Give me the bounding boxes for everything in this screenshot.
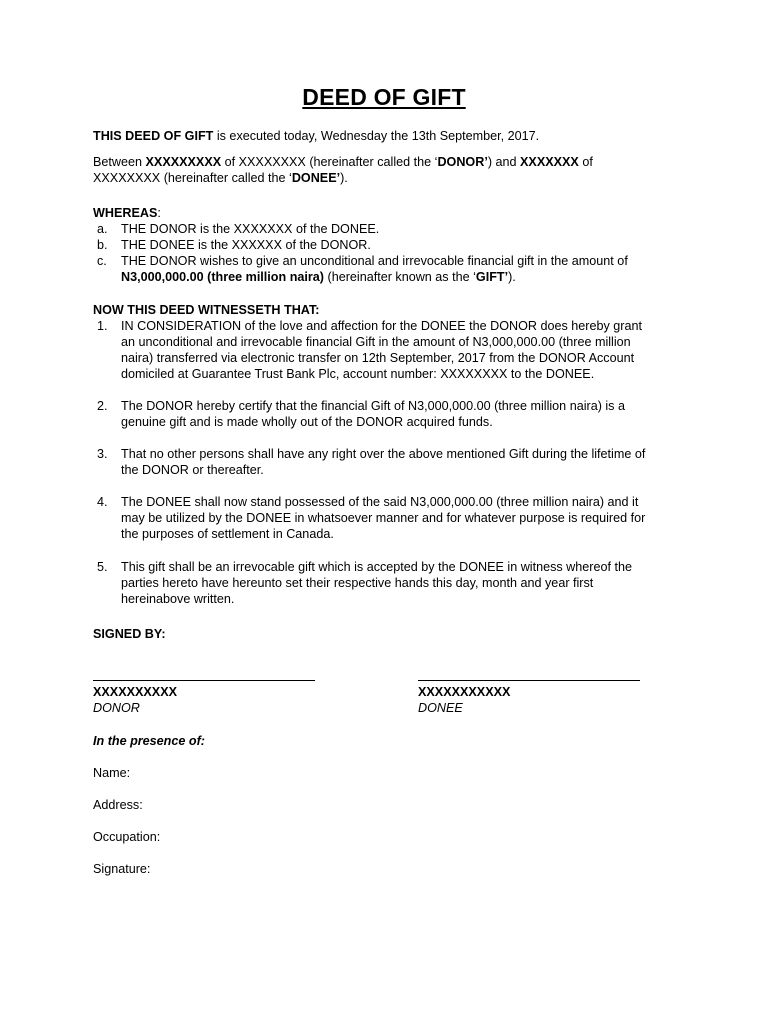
list-text: IN CONSIDERATION of the love and affection for the DONEE the DONOR does hereby grant an unconditional and irrevocable financial Gift in the amount of N3,000,000.00 (three million naira) transferred via electronic transfer on 12th September, 2017 from the DONOR Account domiciled at Guarantee Trust Bank Plc, account number: XXXXXXXX to the DONEE. [121,319,642,381]
list-marker: 5. [97,560,108,574]
list-text: THE DONEE is the XXXXXX of the DONOR. [121,238,371,252]
list-text: This gift shall be an irrevocable gift which is accepted by the DONEE in witness whereof the parties hereto have hereunto set their respective hands this day, month and year first hereinabove written. [121,560,632,606]
donee-role: DONEE [418,701,463,715]
intro-text: is executed today, Wednesday the 13th September, 2017. [213,129,540,143]
whereas-heading [93,205,653,221]
gift-tag: GIFT’ [475,270,509,284]
document-title: DEED OF GIFT [302,84,466,110]
list-marker: 1. [97,319,108,333]
list-marker: 4. [97,495,108,509]
list-marker: 3. [97,447,108,461]
parties-text: ). [340,171,348,185]
list-marker: a. [97,222,108,236]
list-text: The DONEE shall now stand possessed of the said N3,000,000.00 (three million naira) and it may be utilized by the DONEE in whatsoever manner and for whatever purpose is required for the purposes of settlement in Canada. [121,495,646,541]
signed-by-label: SIGNED BY: [93,627,166,641]
list-marker: b. [97,238,108,252]
donor-signature-line [93,680,315,681]
gift-amount: N3,000,000.00 (three million naira) [121,270,324,284]
donor-role: DONOR [93,701,140,715]
witness-address-field: Address: [93,798,143,812]
intro-bold: THIS DEED OF GIFT [93,129,214,143]
list-marker: 2. [97,399,108,413]
donee-signature-name: XXXXXXXXXXX [418,685,511,699]
donee-tag: DONEE’ [291,171,341,185]
parties-text: ) and [487,155,521,169]
list-text-line: ). [508,270,516,284]
parties-text: XXXXXXXX (hereinafter called the ‘ [93,171,292,185]
parties-paragraph [93,154,653,186]
parties-text: Between [93,155,146,169]
list-text-line: (hereinafter known as the ‘ [324,270,476,284]
list-text: That no other persons shall have any right over the above mentioned Gift during the lifetime of the DONOR or thereafter. [121,447,646,477]
list-text-line: THE DONOR wishes to give an unconditional and irrevocable financial gift in the amount of [121,254,628,268]
witness-occupation-field: Occupation: [93,830,161,844]
donor-tag: DONOR’ [437,155,488,169]
list-text: THE DONOR is the XXXXXXX of the DONEE. [121,222,380,236]
whereas-colon: : [157,206,161,220]
witness-name-field: Name: [93,766,131,780]
intro-paragraph [93,128,653,144]
list-marker: c. [97,254,107,268]
donee-name-placeholder: XXXXXXX [520,155,579,169]
presence-label: In the presence of: [93,734,205,748]
parties-text: of [578,155,593,169]
donee-signature-line [418,680,640,681]
donor-signature-name: XXXXXXXXXX [93,685,177,699]
witnesseth-heading: NOW THIS DEED WITNESSETH THAT: [93,303,320,317]
donor-name-placeholder: XXXXXXXXX [145,155,222,169]
list-text [121,253,656,285]
parties-text: of XXXXXXXX (hereinafter called the ‘ [221,155,438,169]
witness-signature-field: Signature: [93,862,151,876]
whereas-label: WHEREAS [93,206,158,220]
list-text: The DONOR hereby certify that the financial Gift of N3,000,000.00 (three million naira) is a genuine gift and is made wholly out of the DONOR acquired funds. [121,399,625,429]
